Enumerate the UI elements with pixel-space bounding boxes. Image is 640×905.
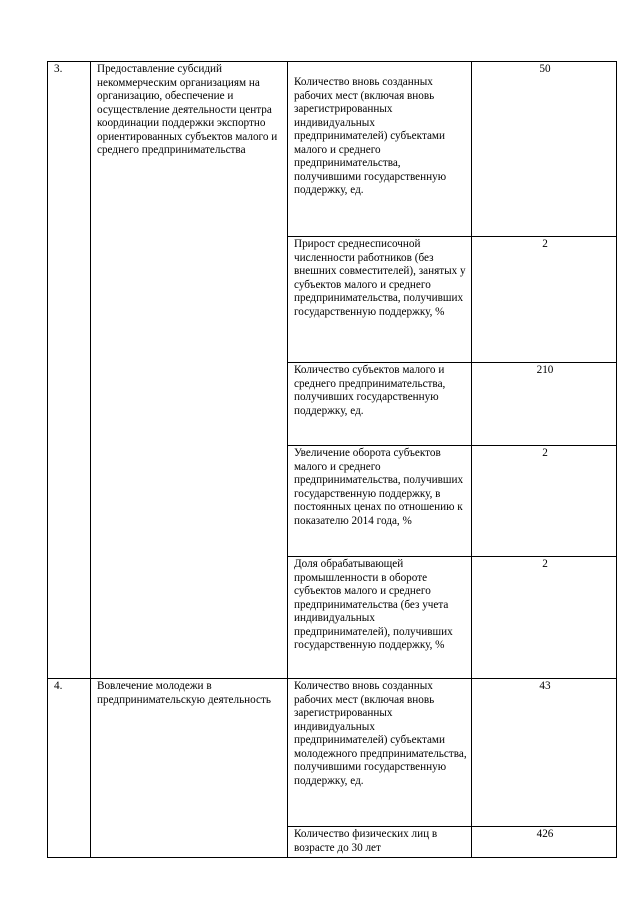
- event-name-cell: [91, 679, 288, 858]
- indicator-value: 2: [542, 558, 548, 570]
- indicator-cell: [288, 62, 472, 237]
- indicator-text: Прирост среднесписочной численности работников (без внешних совместителей), занятых у субъектов малого и среднего предпринимательства, получивших государственную поддержку, %: [294, 238, 466, 318]
- indicator-cell: [288, 446, 472, 557]
- indicator-cell: [288, 237, 472, 363]
- indicator-value-cell: [472, 557, 617, 679]
- indicators-table: [47, 61, 617, 858]
- indicator-value: 2: [542, 238, 548, 250]
- row-number: 4.: [54, 680, 63, 692]
- indicator-value-cell: [472, 363, 617, 446]
- indicator-cell: [288, 557, 472, 679]
- indicator-value-cell: [472, 679, 617, 827]
- indicator-value-cell: [472, 62, 617, 237]
- indicator-value: 210: [536, 364, 554, 376]
- indicator-cell: [288, 679, 472, 827]
- indicator-text: Количество субъектов малого и среднего предпринимательства, получивших государственную поддержку, ед.: [294, 364, 446, 417]
- indicator-text: Увеличение оборота субъектов малого и среднего предпринимательства, получивших государственную поддержку, в постоянных ценах по отношению к показателю 2014 года, %: [294, 447, 464, 527]
- indicator-value: 43: [539, 680, 551, 692]
- indicator-text: Доля обрабатывающей промышленности в обороте субъектов малого и среднего предпринимательства (без учета индивидуальных предпринимателей), получивших государственную поддержку, %: [294, 558, 453, 651]
- indicator-text: Количество вновь созданных рабочих мест (включая вновь зарегистрированных индивидуальных предпринимателей) субъектами малого и среднего предпринимательства, получившими государственную поддержку, ед.: [294, 76, 447, 196]
- row-number-cell: [48, 62, 91, 679]
- table-row: [48, 679, 617, 827]
- indicator-value-cell: [472, 446, 617, 557]
- indicator-cell: [288, 827, 472, 858]
- event-name: Предоставление субсидий некоммерческим организациям на организацию, обеспечение и осуществление деятельности центра координации поддержки экспортно ориентированных субъектов малого и среднего предпринимательства: [97, 63, 278, 156]
- indicator-cell: [288, 363, 472, 446]
- indicator-text: Количество вновь созданных рабочих мест (включая вновь зарегистрированных индивидуальных предпринимателей) субъектами молодежного предпринимательства, получившими государственную поддержку, ед.: [294, 680, 467, 787]
- indicator-value: 50: [539, 63, 551, 75]
- row-number: 3.: [54, 63, 63, 75]
- indicator-value: 426: [536, 828, 554, 840]
- indicator-text: Количество физических лиц в возрасте до 30 лет: [294, 828, 438, 854]
- row-number-cell: [48, 679, 91, 858]
- table-row: [48, 62, 617, 237]
- event-name: Вовлечение молодежи в предпринимательскую деятельность: [97, 680, 272, 706]
- event-name-cell: [91, 62, 288, 679]
- indicator-value: 2: [542, 447, 548, 459]
- indicator-value-cell: [472, 237, 617, 363]
- indicator-value-cell: [472, 827, 617, 858]
